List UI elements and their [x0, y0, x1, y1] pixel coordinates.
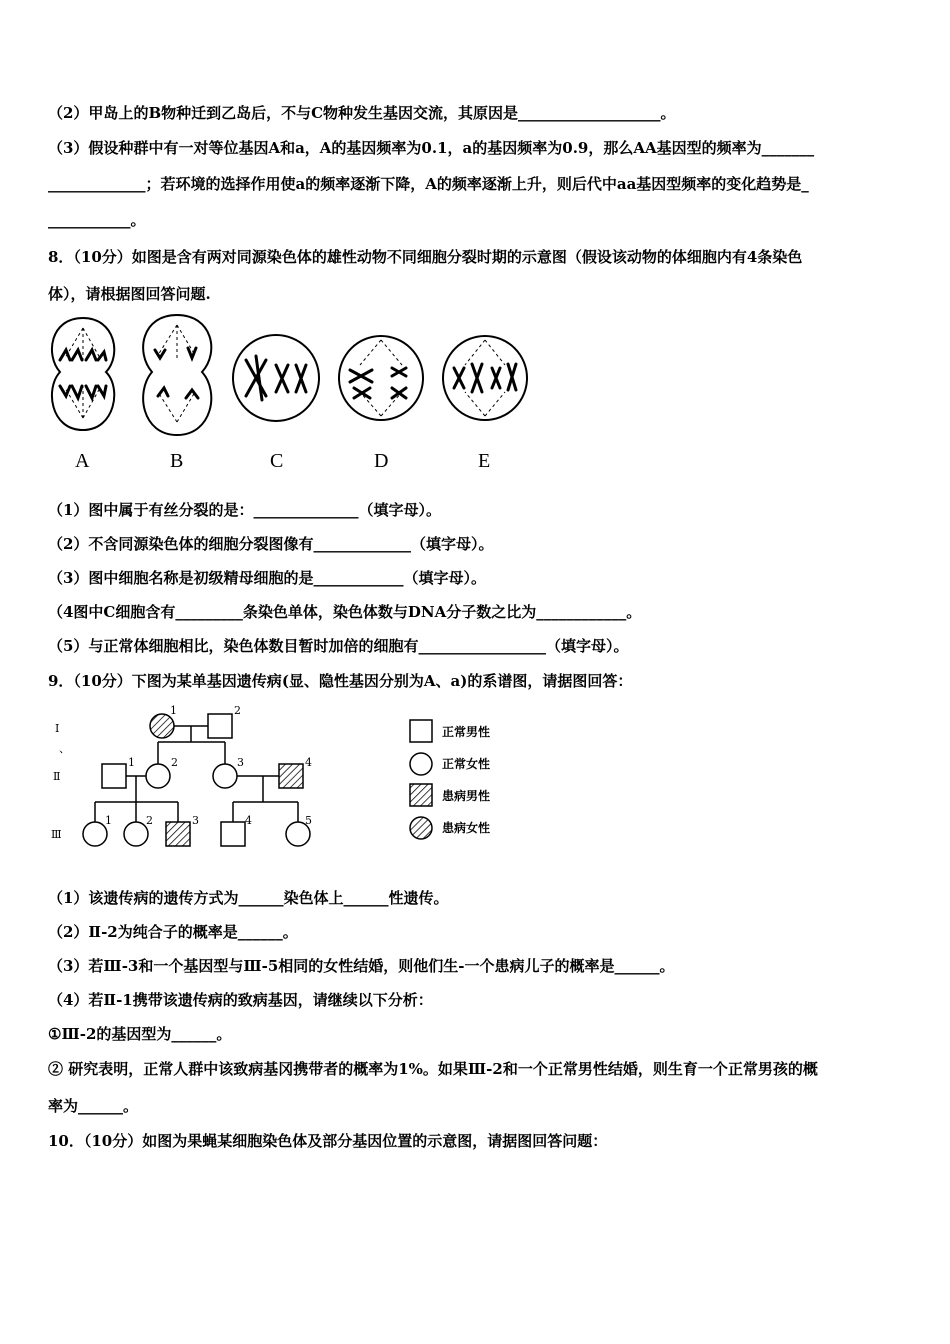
num-iii3: 3	[192, 814, 199, 827]
cell-label-d: D	[374, 450, 389, 472]
pedigree-ii2	[146, 764, 170, 788]
pedigree-iii4	[221, 822, 245, 846]
gen-label-sep: 、	[59, 742, 70, 755]
cell-c-outline	[233, 335, 319, 421]
num-ii4: 4	[305, 756, 312, 769]
q9-stem: 9．（10分）下图为某单基因遗传病(显、隐性基因分别为A、a)的系谱图，请据图回答：	[48, 672, 633, 690]
cell-division-figure	[40, 310, 540, 480]
q8-stem-line2: 体），请根据图回答问题.	[48, 285, 211, 303]
pedigree-iii1	[83, 822, 107, 846]
num-ii3: 3	[237, 756, 244, 769]
num-iii5: 5	[305, 814, 312, 827]
q9-sub3: （3）若Ⅲ-3和一个基因型与Ⅲ-5相同的女性结婚，则他们生-一个患病儿子的概率是______。	[48, 957, 675, 975]
q7-sub3-line3: ___________。	[48, 211, 146, 229]
legend-normal-female-label: 正常女性	[442, 757, 491, 771]
q8-sub2: （2）不含同源染色体的细胞分裂图像有_____________（填字母）。	[48, 535, 494, 553]
cell-division-diagrams	[40, 310, 540, 450]
legend-affected-female-symbol	[410, 817, 432, 839]
legend-normal-female-symbol	[410, 753, 432, 775]
q10-stem: 10．（10分）如图为果蝇某细胞染色体及部分基因位置的示意图，请据图回答问题：	[48, 1132, 608, 1150]
legend-affected-male-symbol	[410, 784, 432, 806]
q9-sub2: （2）Ⅱ-2为纯合子的概率是______。	[48, 923, 298, 941]
cell-e-outline	[443, 336, 527, 420]
q7-sub2: （2）甲岛上的B物种迁到乙岛后，不与C物种发生基因交流，其原因是___________________。	[48, 104, 676, 122]
pedigree-i2	[208, 714, 232, 738]
q8-sub5: （5）与正常体细胞相比，染色体数目暂时加倍的细胞有_________________（填字母）。	[48, 637, 629, 655]
q9-sub4-part2-line2: 率为______。	[48, 1097, 139, 1115]
num-ii1: 1	[128, 756, 135, 769]
num-i1: 1	[170, 704, 177, 717]
cell-label-e: E	[478, 450, 491, 472]
pedigree-iii2	[124, 822, 148, 846]
num-i2: 2	[234, 704, 241, 717]
pedigree-chart	[45, 700, 515, 860]
q9-sub1: （1）该遗传病的遗传方式为______染色体上______性遗传。	[48, 889, 449, 907]
cell-label-c: C	[270, 450, 284, 472]
q7-sub3-line2: _____________；若环境的选择作用使a的频率逐渐下降，A的频率逐渐上升，则后代中aa基因型频率的变化趋势是_	[48, 175, 809, 193]
legend-affected-female-label: 患病女性	[442, 821, 491, 835]
pedigree-figure	[45, 700, 515, 860]
gen-label-iii: Ⅲ	[51, 828, 62, 841]
q8-sub3: （3）图中细胞名称是初级精母细胞的是____________（填字母）。	[48, 569, 486, 587]
q7-sub3-line1: （3）假设种群中有一对等位基因A和a，A的基因频率为0.1，a的基因频率为0.9，那么AA基因型的频率为_______	[48, 139, 815, 157]
legend-normal-male-symbol	[410, 720, 432, 742]
cell-label-a: A	[75, 450, 90, 472]
pedigree-ii1	[102, 764, 126, 788]
q8-sub4: （4图中C细胞含有_________条染色单体，染色体数与DNA分子数之比为____________。	[48, 603, 642, 621]
q8-stem-line1: 8．（10分）如图是含有两对同源染色体的雄性动物不同细胞分裂时期的示意图（假设该动物的体细胞内有4条染色	[48, 248, 803, 266]
cell-d-outline	[339, 336, 423, 420]
legend-affected-male-label: 患病男性	[442, 789, 491, 803]
num-iii4: 4	[245, 814, 252, 827]
pedigree-i1	[150, 714, 174, 738]
gen-label-i: I	[55, 722, 60, 735]
q9-sub4-part2-line1: ② 研究表明，正常人群中该致病基冈携带者的概率为1%。如果Ⅲ-2和一个正常男性结婚，则生育一个正常男孩的概	[48, 1060, 818, 1078]
q8-sub1: （1）图中属于有丝分裂的是：______________（填字母）。	[48, 501, 441, 519]
q9-sub4: （4）若Ⅱ-1携带该遗传病的致病基因，请继续以下分析：	[48, 991, 433, 1009]
pedigree-ii4	[279, 764, 303, 788]
pedigree-ii3	[213, 764, 237, 788]
num-iii1: 1	[105, 814, 112, 827]
num-iii2: 2	[146, 814, 153, 827]
num-ii2: 2	[171, 756, 178, 769]
legend-normal-male-label: 正常男性	[442, 725, 491, 739]
q9-sub4-part1: ①Ⅲ-2的基因型为______。	[48, 1025, 232, 1043]
cell-label-b: B	[170, 450, 184, 472]
pedigree-iii3	[166, 822, 190, 846]
gen-label-ii: Ⅱ	[53, 770, 61, 783]
